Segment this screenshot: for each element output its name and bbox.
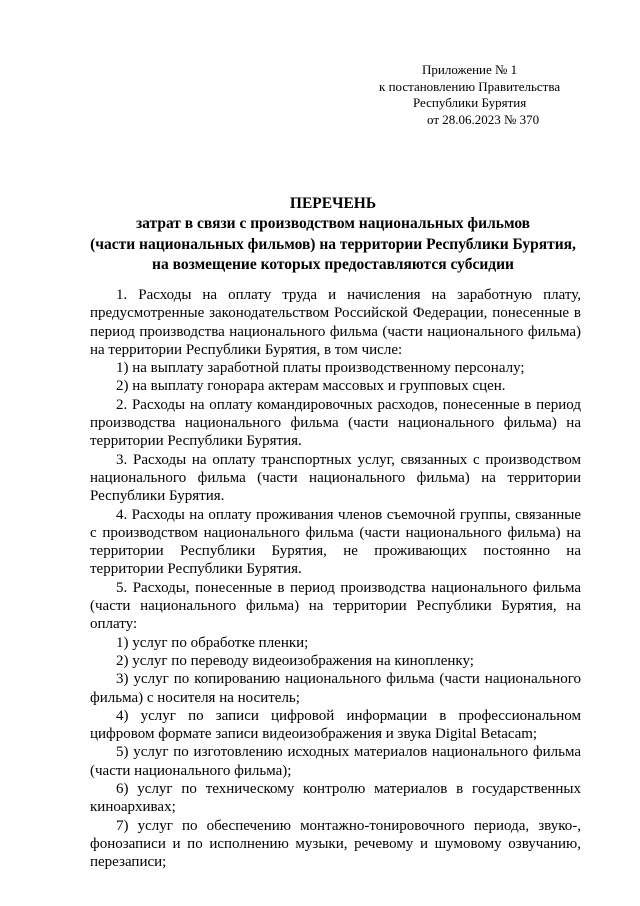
- appendix-government: Республики Бурятия: [413, 95, 527, 110]
- title-line-4: на возмещение которых предоставляются субсидии: [152, 256, 514, 274]
- list-item: 6) услуг по техническому контролю материалов в государственных киноархивах;: [90, 781, 581, 816]
- appendix-resolution-ref: к постановлению Правительства: [379, 78, 561, 94]
- paragraph-1: 1. Расходы на оплату труда и начисления на заработную плату, предусмотренные законодательством Российской Федерации, понесенные в период производства национального фильма (части национального фильма) на территории Республики Бурятия, в том числе:: [90, 287, 581, 358]
- paragraph-4: 4. Расходы на оплату проживания членов съемочной группы, связанные с производством национального фильма (части национального фильма) на территории Республики Бурятия, не проживающих постоянно на территории Республики Бурятия.: [90, 506, 581, 578]
- paragraph-3: 3. Расходы на оплату транспортных услуг, связанных с производством национального фильма (части национального фильма) на территории Республики Бурятия.: [90, 451, 581, 505]
- document-body: [90, 286, 581, 872]
- list-item: 4) услуг по записи цифровой информации в профессиональном цифровом формате записи видеоизображения и звука Digital Betacam;: [90, 707, 581, 743]
- list-item: 2) на выплату гонорара актерам массовых и групповых сцен.: [116, 378, 506, 395]
- appendix-number: Приложение № 1: [422, 62, 518, 77]
- document-title: [80, 194, 586, 276]
- list-item: 2) услуг по переводу видеоизображения на кинопленку;: [116, 652, 474, 669]
- paragraph-5: 5. Расходы, понесенные в период производства национального фильма (части национального фильма) на территории Республики Бурятия, на оплату:: [90, 579, 581, 633]
- title-line-2: затрат в связи с производством национальных фильмов: [135, 215, 531, 233]
- title-line-3: (части национальных фильмов) на территории Республики Бурятия,: [90, 235, 576, 253]
- appendix-header: [372, 62, 572, 128]
- list-item: 3) услуг по копированию национального фильма (части национального фильма) с носителя на носитель;: [90, 671, 581, 706]
- appendix-date: от 28.06.2023 № 370: [427, 111, 540, 127]
- list-item: 1) на выплату заработной платы производственному персоналу;: [116, 360, 525, 377]
- list-item: 5) услуг по изготовлению исходных материалов национального фильма (части национального фильма);: [90, 744, 581, 779]
- list-item: 1) услуг по обработке пленки;: [116, 634, 309, 651]
- paragraph-2: 2. Расходы на оплату командировочных расходов, понесенные в период производства национального фильма (части национального фильма) на территории Республики Бурятия.: [90, 396, 581, 450]
- list-item: 7) услуг по обеспечению монтажно-тонировочного периода, звуко-, фонозаписи и по исполнению музыки, речевому и шумовому озвучанию, перезаписи;: [90, 817, 581, 871]
- title-heading: ПЕРЕЧЕНЬ: [289, 195, 377, 212]
